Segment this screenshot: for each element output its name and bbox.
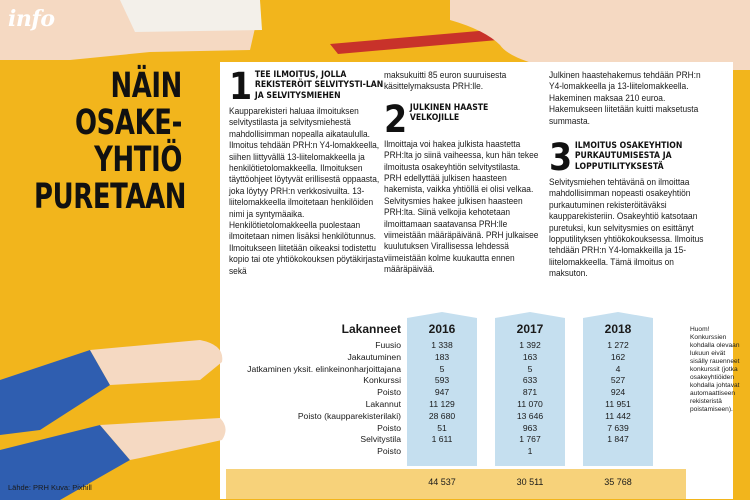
cell-value: 1 392 (519, 340, 541, 350)
cell-value: 871 (522, 387, 538, 398)
step-body: Kaupparekisteri haluaa ilmoituksen selvitystilasta ja selvitysmiehestä mahdollisimman nopealla aikataululla. Ilmoitus tehdään PRH:n Y4-lomakkeella, siihen liittyvällä 13-liitelomakkeella ja henkilötietolomakkeella. Ilmoituksen täyttöohjeet löytyvät erillisestä oppaasta, joka löytyy PRH:n verkkosivuilta. 13-liitelomakkeella ilmoitetaan henkilöiden nimi ja syntymäaika. Henkilötietolomakkeella puolestaan ilmoitetaan nimen lisäksi henkilötunnus. Ilmoitukseen liitetään oikeaksi todistettu kopio tai ote yhtiökokouksen pöytäkirjasta sekä (229, 106, 384, 276)
table-row (226, 399, 653, 411)
cell-value: 51 (437, 422, 447, 433)
step-3 (549, 70, 707, 280)
cell-value: 593 (434, 375, 450, 386)
year-header: 2018 (604, 322, 632, 336)
row-label: Jakautuminen (347, 351, 401, 362)
page-title: NÄIN OSAKE- YHTIÖ PURETAAN (34, 66, 187, 217)
step-1-continued: maksukuitti 85 euron suuruisesta käsittelymaksusta PRH:lle. (384, 70, 507, 92)
step-2-continued: Julkinen haastehakemus tehdään PRH:n Y4-lomakkeella ja 13-liitelomakkeella. Hakeminen maksaa 210 euroa. Hakemukseen liitetään kuitti maksetusta summasta. (549, 70, 701, 126)
cell-value: 162 (610, 351, 626, 362)
step-number: 3 (549, 141, 573, 176)
cell-value: 963 (522, 422, 538, 433)
row-label: Fuusio (375, 340, 401, 350)
cell-value (407, 446, 477, 458)
cell-value: 527 (610, 375, 626, 386)
cell-value: 11 070 (517, 398, 543, 409)
row-label: Poisto (377, 446, 401, 457)
cell-value: 1 (527, 446, 533, 457)
row-label: Poisto (377, 387, 401, 398)
cell-value: 1 767 (519, 434, 541, 445)
table-row (226, 352, 653, 364)
cell-value: 11 442 (605, 410, 631, 421)
year-header: 2016 (428, 322, 456, 336)
total-2017: 30 511 (516, 477, 544, 487)
step-body: Selvitysmiehen tehtävänä on ilmoittaa mahdollisimman nopeasti osakeyhtiön purkautuminen rekisteröitäväksi kaupparekisteriin. Osakeyhtiö katsotaan puretuksi, kun selvitysmies on esittänyt lopputilityksen yhtiökokouksessa. Ilmoitus tehdään PRH:n Y4-lomakkeilla ja 15-liitelomakkeella. Tämä ilmoitus on maksuton. (549, 177, 704, 279)
table-row (226, 434, 653, 446)
cell-value: 163 (522, 351, 538, 362)
cell-value: 4 (615, 363, 621, 374)
row-label: Selvitystila (360, 434, 401, 445)
row-label: Jatkaminen yksit. elinkeinonharjoittajana (247, 363, 401, 374)
row-label: Lakannut (365, 398, 401, 409)
table-row (226, 375, 653, 387)
step-2 (384, 70, 539, 276)
step-title: JULKINEN HAASTE VELKOJILLE (409, 102, 489, 124)
step-title: TEE ILMOITUS, JOLLA REKISTERÖIT SELVITYSTI-LAN JA SELVITYSMIEHEN (254, 70, 384, 101)
step-number: 1 (229, 70, 253, 104)
cell-value: 633 (522, 375, 538, 386)
cell-value: 13 646 (516, 410, 544, 421)
year-header: 2017 (516, 322, 544, 336)
cell-value: 947 (434, 387, 450, 398)
table-header: Lakanneet (341, 322, 401, 336)
cell-value: 1 272 (607, 340, 629, 350)
cell-value: 1 338 (431, 340, 453, 350)
cell-value: 28 680 (428, 410, 456, 421)
row-label: Konkurssi (363, 375, 401, 386)
hand-bottom-illustration (0, 340, 230, 500)
total-2016: 44 537 (428, 477, 456, 487)
hand-right-illustration (390, 0, 750, 70)
cell-value: 5 (527, 363, 533, 374)
row-label: Poisto (kaupparekisterilaki) (297, 410, 401, 421)
cell-value: 7 639 (607, 422, 629, 433)
table-row (226, 387, 653, 399)
cell-value: 1 611 (431, 434, 453, 445)
footnote: Huom! Konkurssien kohdalla olevaan lukuun eivät sisälly rauenneet konkurssit (jotka osakeyhtiöiden kohdalla johtavat automaattiseen rekisteristä poistamiseen). (690, 326, 740, 413)
statistics-table (226, 318, 686, 499)
table-row (226, 423, 653, 435)
row-label: Poisto (377, 422, 401, 433)
table-row (226, 364, 653, 376)
cell-value: 5 (439, 363, 445, 374)
cell-value: 183 (434, 351, 450, 362)
cell-value: 1 847 (607, 434, 629, 445)
data-table (226, 318, 653, 458)
table-row (226, 340, 653, 352)
step-body: Ilmoittaja voi hakea julkista haastetta PRH:lta jo siinä vaiheessa, kun hän tekee ilmoitusta osakeyhtiön selvitystilasta. PRH edellyttää julkisen haasteen hakemista, vaikka yhtiöllä ei olisi velkaa. Selvitysmies hakee julkisen haasteen PRH:lta. Siinä velkojia kehotetaan ilmoittamaan saatavansa PRH:lle viimeistään määräpäivänä. PRH julkaisee kuulutuksen Virallisessa lehdessä viimeistään kolme kuukautta ennen määräpäivää. (384, 138, 539, 275)
info-logo: info (8, 6, 55, 32)
table-row (226, 411, 653, 423)
source-credit: Lähde: PRH Kuva: Pixhill (8, 483, 92, 492)
step-1 (229, 70, 385, 277)
cell-value: 11 129 (429, 398, 455, 409)
table-header-row (226, 318, 653, 340)
cell-value (583, 446, 653, 458)
table-row (226, 446, 653, 458)
total-2018: 35 768 (604, 477, 632, 487)
cell-value: 11 951 (605, 398, 631, 409)
step-title: ILMOITUS OSAKEYHTIÖN PURKAUTUMISESTA JA LOPPUTILITYKSESTÄ (574, 141, 683, 172)
step-number: 2 (384, 102, 408, 137)
cell-value: 924 (610, 387, 626, 398)
